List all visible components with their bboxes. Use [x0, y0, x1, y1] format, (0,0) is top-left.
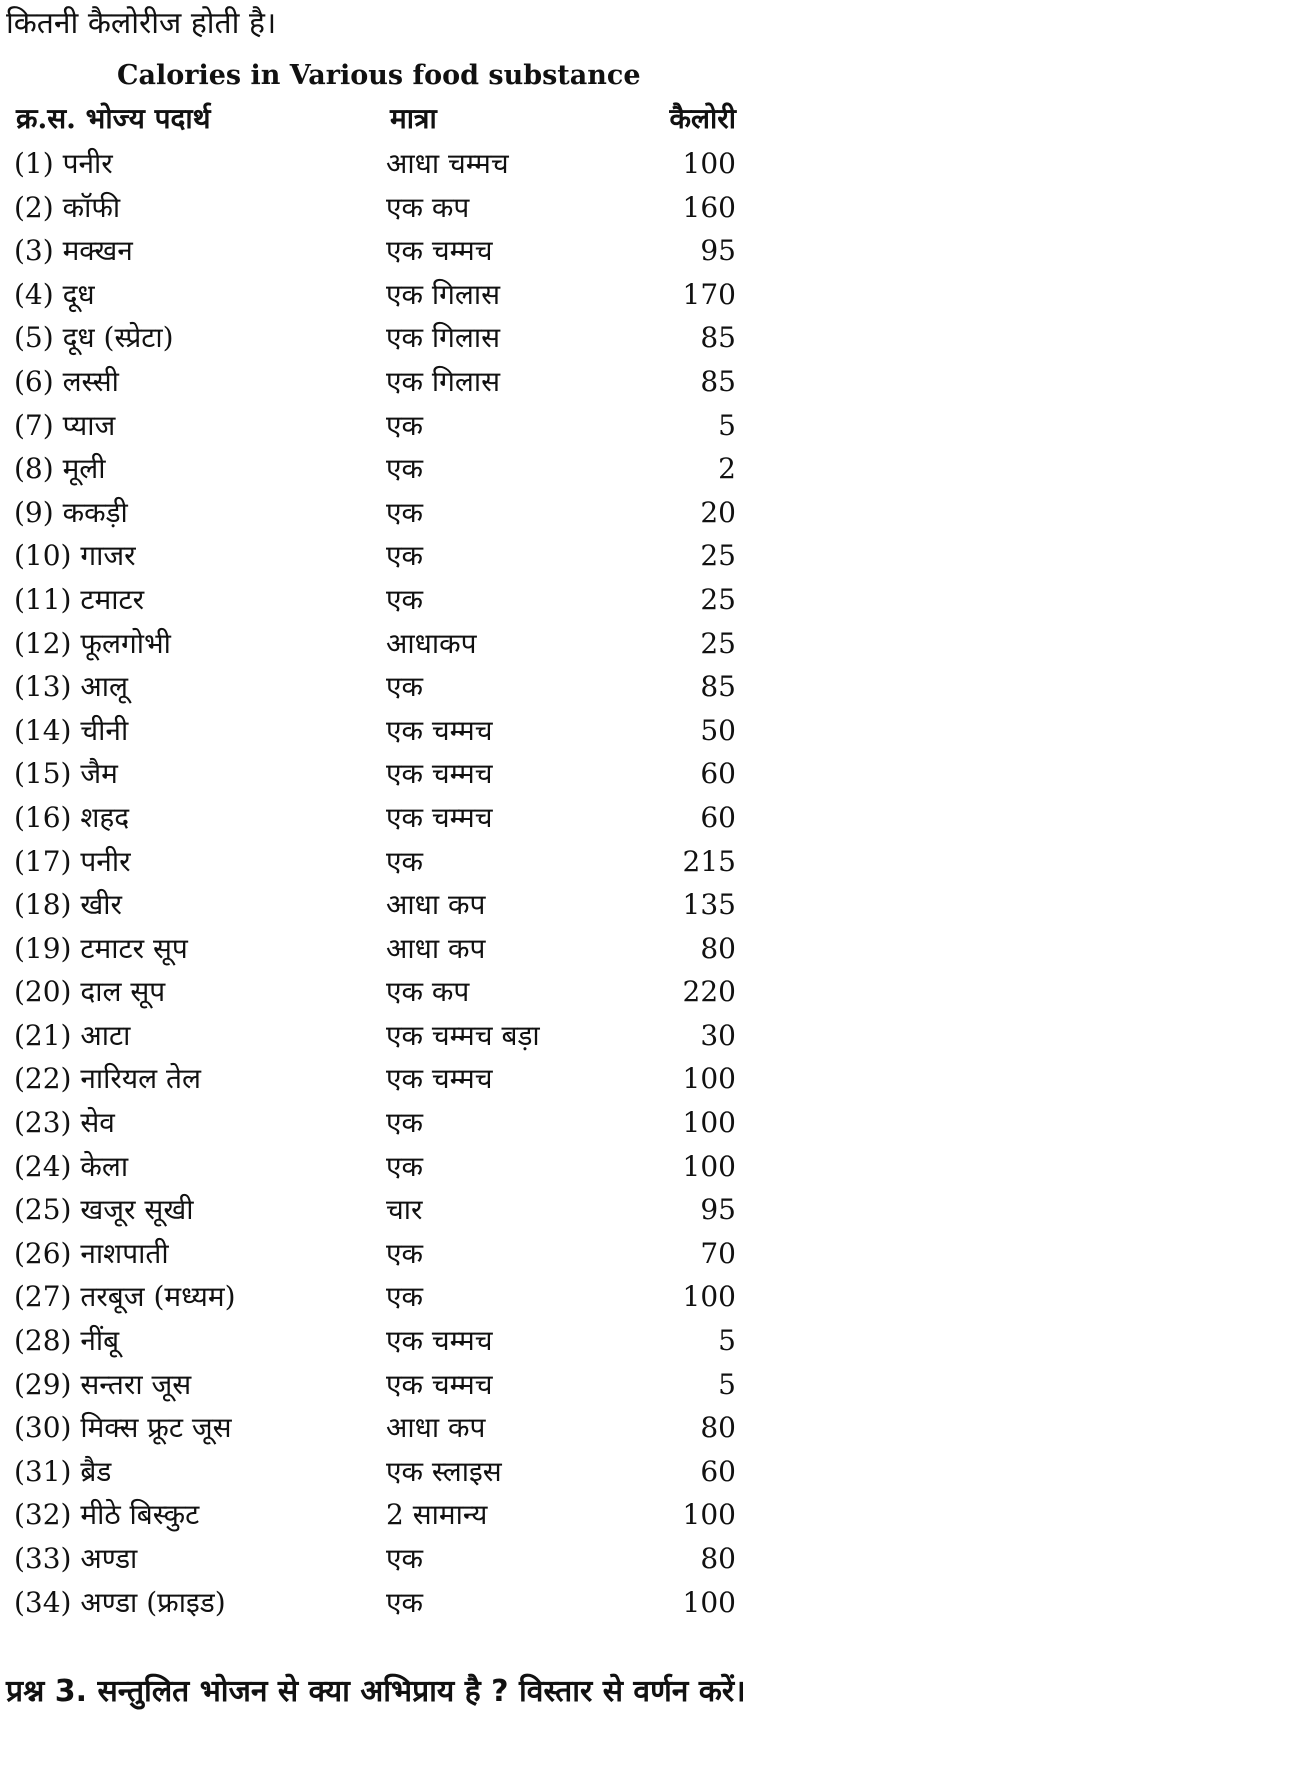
quantity-cell: एक — [386, 1149, 423, 1183]
calories-cell: 80 — [700, 931, 736, 965]
item-cell: (19) टमाटर सूप — [14, 931, 188, 965]
quantity-cell: एक — [386, 1236, 423, 1270]
table-row — [6, 316, 746, 360]
table-row — [6, 447, 746, 491]
question-text: प्रश्न 3. सन्तुलित भोजन से क्या अभिप्राय है ? विस्तार से वर्णन करें। — [6, 1674, 746, 1709]
quantity-cell: एक — [386, 1280, 423, 1314]
table-row — [6, 622, 746, 666]
item-cell: (20) दाल सूप — [14, 975, 166, 1009]
quantity-cell: एक चम्मच — [386, 800, 493, 834]
quantity-cell: एक — [386, 1106, 423, 1140]
calories-cell: 80 — [700, 1411, 736, 1445]
calories-cell: 60 — [700, 757, 736, 791]
calories-cell: 80 — [700, 1542, 736, 1575]
table-row — [6, 404, 746, 448]
table-row — [6, 534, 746, 578]
quantity-cell: आधा कप — [386, 931, 486, 965]
calories-cell: 170 — [682, 277, 736, 311]
item-cell: (16) शहद — [14, 800, 130, 834]
header-item: क्र.स. भोज्य पदार्थ — [16, 102, 211, 135]
calories-cell: 60 — [700, 1454, 736, 1488]
quantity-cell: एक गिलास — [386, 321, 501, 355]
table-row — [6, 752, 746, 796]
table-row — [6, 491, 746, 535]
table-row — [6, 1057, 746, 1101]
calories-cell: 85 — [700, 364, 736, 398]
table-title: Calories in Various food substance — [117, 60, 641, 91]
item-cell: (25) खजूर सूखी — [14, 1193, 194, 1227]
item-cell: (27) तरबूज (मध्यम) — [14, 1280, 236, 1314]
table-row — [6, 1493, 746, 1537]
quantity-cell: एक गिलास — [386, 277, 501, 311]
quantity-cell: एक — [386, 452, 423, 486]
item-cell: (12) फूलगोभी — [14, 626, 171, 660]
item-cell: (7) प्याज — [14, 408, 116, 442]
calories-cell: 2 — [718, 452, 736, 486]
calories-cell: 25 — [700, 539, 736, 573]
item-cell: (11) टमाटर — [14, 582, 145, 616]
item-cell: (21) आटा — [14, 1018, 131, 1052]
quantity-cell: एक स्लाइस — [386, 1454, 502, 1488]
item-cell: (2) कॉफी — [14, 190, 121, 224]
quantity-cell: एक चम्मच — [386, 1062, 493, 1096]
table-row — [6, 970, 746, 1014]
table-row — [6, 1014, 746, 1058]
quantity-cell: एक चम्मच — [386, 757, 493, 791]
table-row — [6, 1363, 746, 1407]
table-row — [6, 1406, 746, 1450]
item-cell: (17) पनीर — [14, 844, 131, 878]
item-cell: (28) नींबू — [14, 1324, 120, 1358]
quantity-cell: एक — [386, 582, 423, 616]
calories-cell: 50 — [700, 713, 736, 747]
calories-cell: 100 — [682, 1062, 736, 1096]
calories-cell: 160 — [682, 190, 736, 224]
quantity-cell: चार — [386, 1193, 423, 1227]
table-row — [6, 927, 746, 971]
item-cell: (9) ककड़ी — [14, 495, 128, 529]
calories-cell: 60 — [700, 800, 736, 834]
item-cell: (26) नाशपाती — [14, 1236, 169, 1270]
table-row — [6, 578, 746, 622]
quantity-cell: एक — [386, 670, 423, 704]
item-cell: (34) अण्डा (फ्राइड) — [14, 1585, 226, 1619]
item-cell: (29) सन्तरा जूस — [14, 1367, 192, 1401]
calories-cell: 20 — [700, 495, 736, 529]
item-cell: (6) लस्सी — [14, 364, 119, 398]
item-cell: (18) खीर — [14, 888, 122, 922]
table-row — [6, 1581, 746, 1625]
table-row — [6, 1232, 746, 1276]
item-cell: (14) चीनी — [14, 713, 129, 747]
item-cell: (33) अण्डा — [14, 1542, 138, 1575]
calories-cell: 5 — [718, 408, 736, 442]
header-calories: कैलोरी — [669, 102, 736, 135]
table-row — [6, 709, 746, 753]
quantity-cell: आधा चम्मच — [386, 147, 509, 180]
item-cell: (1) पनीर — [14, 147, 113, 180]
item-cell: (4) दूध — [14, 277, 95, 311]
item-cell: (10) गाजर — [14, 539, 136, 573]
table-row — [6, 1319, 746, 1363]
quantity-cell: एक चम्मच — [386, 1367, 493, 1401]
calories-cell: 220 — [682, 975, 736, 1009]
table-row — [6, 1275, 746, 1319]
calories-cell: 135 — [682, 888, 736, 922]
item-cell: (22) नारियल तेल — [14, 1062, 201, 1096]
quantity-cell: एक — [386, 1585, 423, 1619]
table-row — [6, 142, 746, 186]
calories-cell: 100 — [682, 1280, 736, 1314]
table-row — [6, 665, 746, 709]
calories-cell: 100 — [682, 1585, 736, 1619]
quantity-cell: एक कप — [386, 190, 470, 224]
quantity-cell: एक चम्मच — [386, 234, 493, 268]
calories-cell: 30 — [700, 1018, 736, 1052]
table-row — [6, 840, 746, 884]
quantity-cell: एक — [386, 495, 423, 529]
calories-cell: 100 — [682, 1498, 736, 1532]
calories-cell: 95 — [700, 234, 736, 268]
table-row — [6, 1101, 746, 1145]
quantity-cell: आधा कप — [386, 888, 486, 922]
item-cell: (32) मीठे बिस्कुट — [14, 1498, 200, 1532]
calorie-table — [6, 96, 746, 1624]
item-cell: (30) मिक्स फ्रूट जूस — [14, 1411, 232, 1445]
quantity-cell: 2 सामान्य — [386, 1498, 488, 1532]
table-row — [6, 229, 746, 273]
item-cell: (31) ब्रैड — [14, 1454, 112, 1488]
table-row — [6, 1537, 746, 1581]
calories-cell: 70 — [700, 1236, 736, 1270]
item-cell: (13) आलू — [14, 670, 128, 704]
table-row — [6, 186, 746, 230]
item-cell: (23) सेव — [14, 1106, 115, 1140]
table-row — [6, 360, 746, 404]
item-cell: (8) मूली — [14, 452, 106, 486]
item-cell: (24) केला — [14, 1149, 129, 1183]
item-cell: (3) मक्खन — [14, 234, 133, 268]
quantity-cell: आधा कप — [386, 1411, 486, 1445]
table-row — [6, 1188, 746, 1232]
calories-cell: 100 — [682, 147, 736, 180]
calories-cell: 25 — [700, 582, 736, 616]
calories-cell: 85 — [700, 670, 736, 704]
table-row — [6, 1450, 746, 1494]
quantity-cell: एक चम्मच — [386, 1324, 493, 1358]
table-header — [6, 96, 746, 142]
header-quantity: मात्रा — [390, 102, 437, 135]
intro-text: कितनी कैलोरीज होती है। — [6, 6, 277, 41]
calories-cell: 25 — [700, 626, 736, 660]
table-body — [6, 142, 746, 1624]
quantity-cell: एक चम्मच बड़ा — [386, 1018, 540, 1052]
table-row — [6, 796, 746, 840]
quantity-cell: एक — [386, 539, 423, 573]
calories-cell: 100 — [682, 1149, 736, 1183]
calories-cell: 5 — [718, 1367, 736, 1401]
table-row — [6, 1145, 746, 1189]
quantity-cell: एक — [386, 844, 423, 878]
item-cell: (15) जैम — [14, 757, 118, 791]
table-row — [6, 273, 746, 317]
quantity-cell: आधाकप — [386, 626, 477, 660]
calories-cell: 85 — [700, 321, 736, 355]
quantity-cell: एक कप — [386, 975, 470, 1009]
item-cell: (5) दूध (स्प्रेटा) — [14, 321, 174, 355]
calories-cell: 215 — [682, 844, 736, 878]
quantity-cell: एक — [386, 408, 423, 442]
calories-cell: 95 — [700, 1193, 736, 1227]
quantity-cell: एक चम्मच — [386, 713, 493, 747]
calories-cell: 5 — [718, 1324, 736, 1358]
quantity-cell: एक — [386, 1542, 423, 1575]
table-row — [6, 883, 746, 927]
calories-cell: 100 — [682, 1106, 736, 1140]
quantity-cell: एक गिलास — [386, 364, 501, 398]
